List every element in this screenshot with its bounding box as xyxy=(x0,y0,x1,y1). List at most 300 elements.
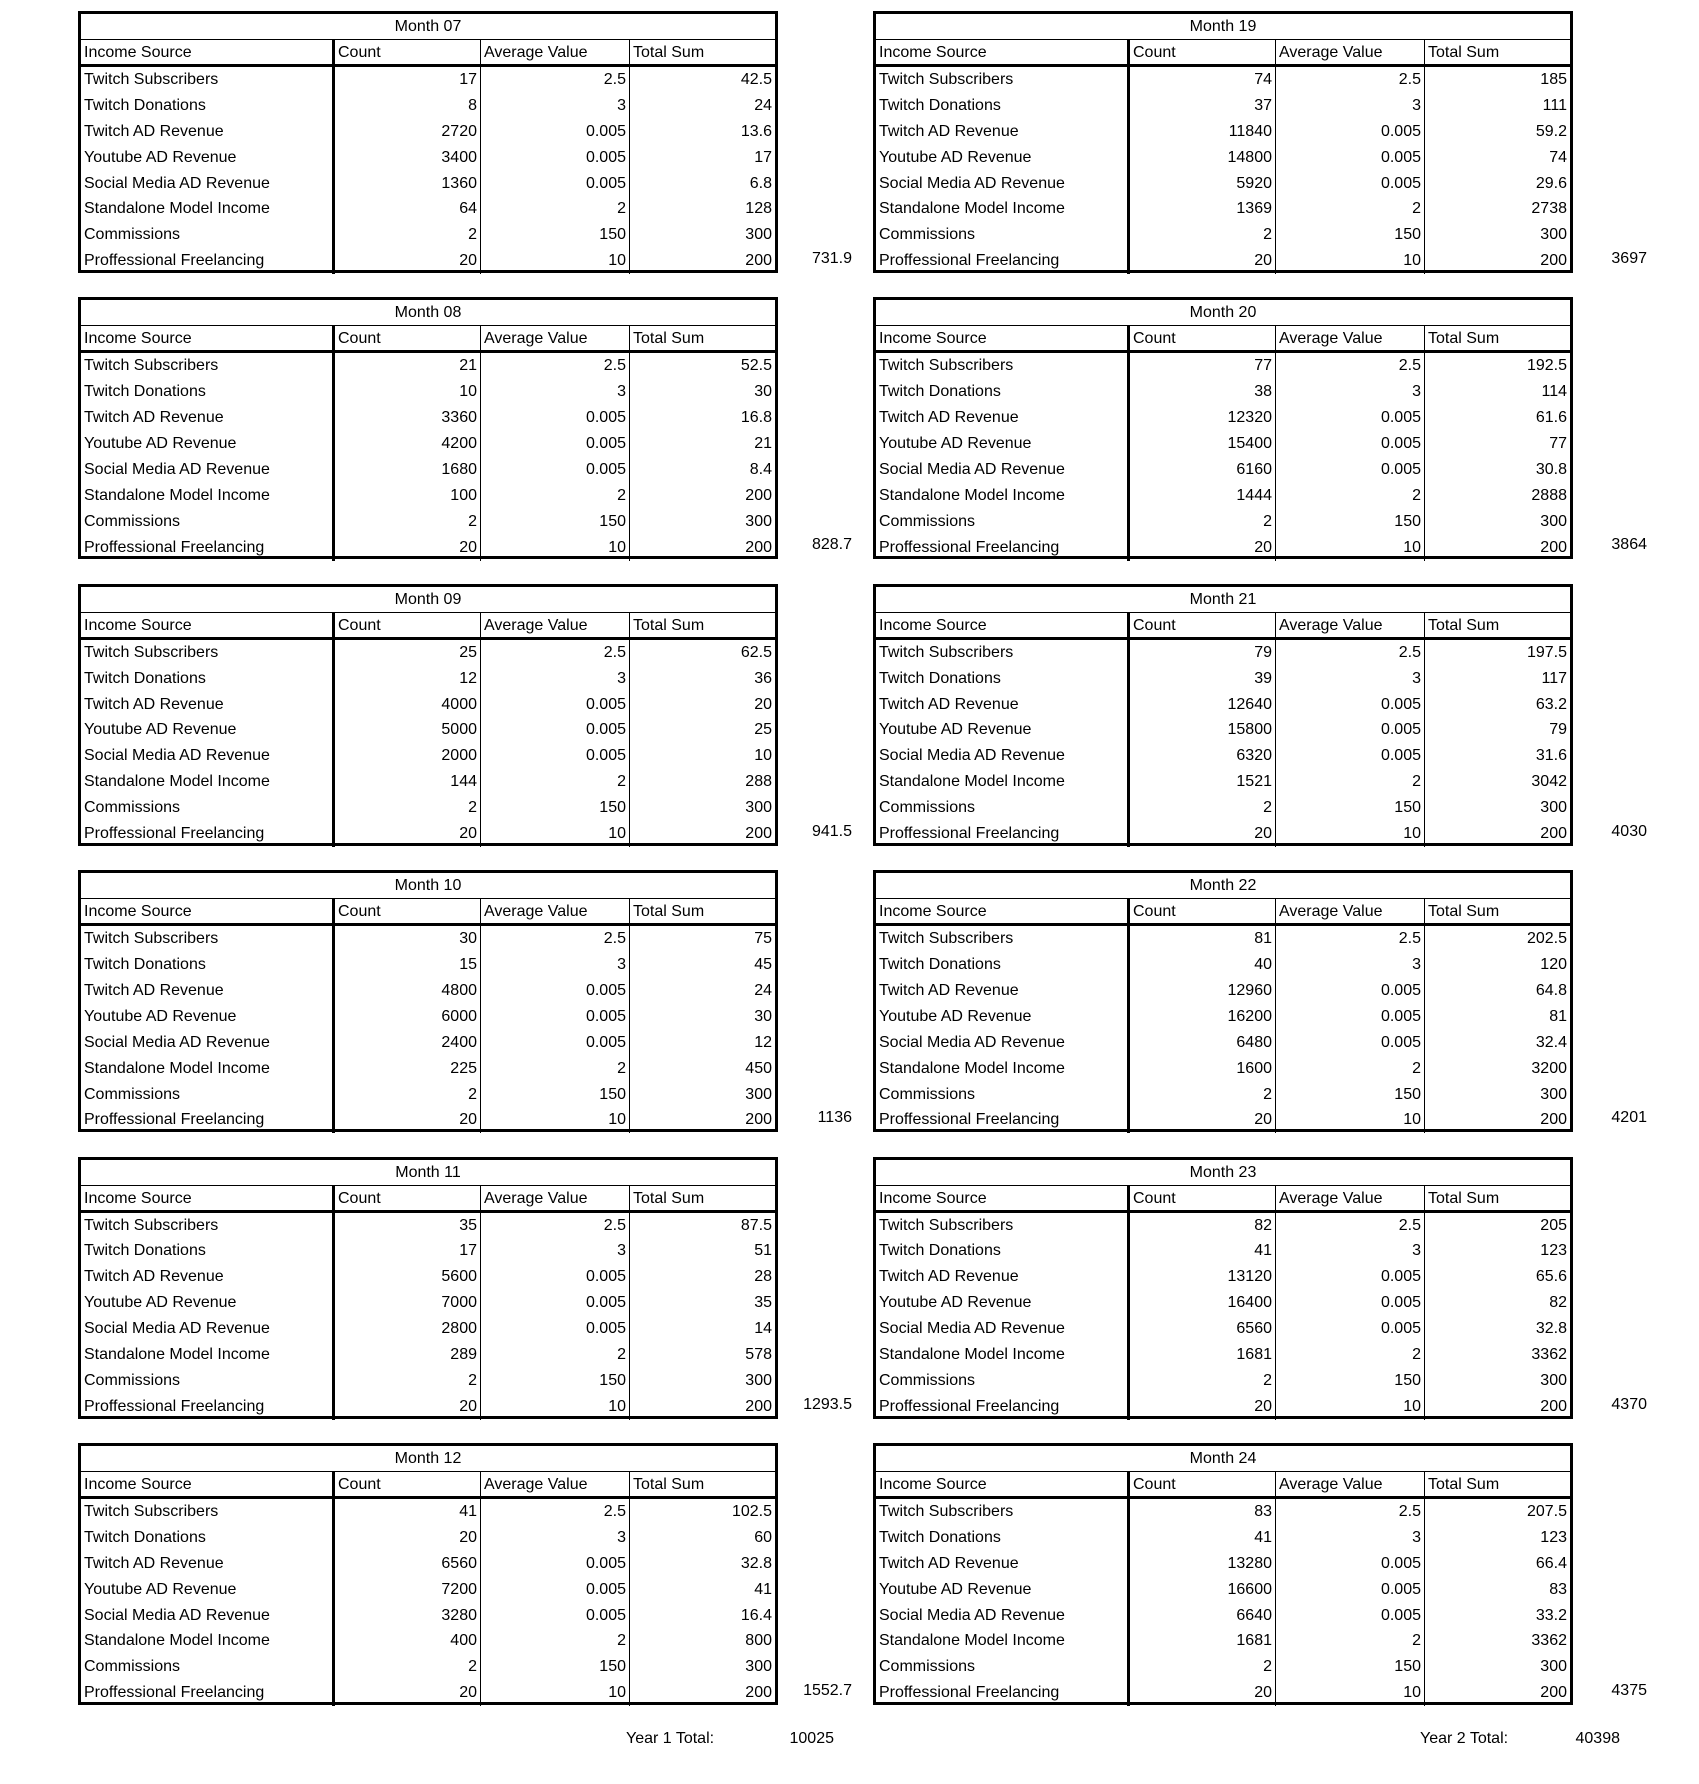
table-row xyxy=(876,978,1570,1004)
month-title: Month 10 xyxy=(81,873,775,899)
total-sum-cell: 200 xyxy=(629,1107,775,1133)
count-cell: 15800 xyxy=(1127,717,1275,743)
income-source-cell: Twitch Subscribers xyxy=(879,1503,1014,1520)
total-sum-cell: 83 xyxy=(1424,1577,1570,1603)
total-sum-cell: 185 xyxy=(1424,67,1570,93)
month-block-8 xyxy=(873,297,1647,559)
header-total-sum: Total Sum xyxy=(629,40,775,64)
count-cell: 1360 xyxy=(332,171,480,197)
income-source-cell: Twitch Donations xyxy=(879,1242,1001,1260)
average-value-cell: 0.005 xyxy=(480,717,629,743)
count-cell: 14800 xyxy=(1127,145,1275,171)
total-sum-cell: 30 xyxy=(629,1004,775,1030)
income-source-cell: Twitch AD Revenue xyxy=(84,409,224,427)
count-cell: 20 xyxy=(332,535,480,561)
average-value-cell: 2.5 xyxy=(1275,640,1424,666)
count-cell: 4800 xyxy=(332,978,480,1004)
header-count: Count xyxy=(1127,40,1275,64)
income-source-cell: Proffessional Freelancing xyxy=(879,1684,1060,1702)
count-cell: 17 xyxy=(332,1238,480,1264)
table-body xyxy=(876,67,1570,274)
table-row xyxy=(81,795,775,821)
month-table xyxy=(78,11,778,273)
header-income-source: Income Source xyxy=(879,616,987,634)
total-sum-cell: 202.5 xyxy=(1424,926,1570,952)
table-row xyxy=(81,978,775,1004)
count-cell: 11840 xyxy=(1127,119,1275,145)
average-value-cell: 150 xyxy=(480,509,629,535)
income-source-cell: Proffessional Freelancing xyxy=(84,1684,265,1702)
average-value-cell: 2.5 xyxy=(1275,1499,1424,1525)
average-value-cell: 2 xyxy=(480,1628,629,1654)
count-cell: 41 xyxy=(332,1499,480,1525)
count-cell: 2000 xyxy=(332,743,480,769)
total-sum-cell: 300 xyxy=(1424,795,1570,821)
table-row xyxy=(81,1368,775,1394)
header-total-sum: Total Sum xyxy=(1424,899,1570,923)
total-sum-cell: 200 xyxy=(629,483,775,509)
income-source-cell: Standalone Model Income xyxy=(879,773,1065,791)
count-cell: 39 xyxy=(1127,666,1275,692)
table-body xyxy=(876,640,1570,847)
income-source-cell: Social Media AD Revenue xyxy=(879,174,1065,192)
average-value-cell: 0.005 xyxy=(1275,1264,1424,1290)
count-cell: 2 xyxy=(332,509,480,535)
income-source-cell: Commissions xyxy=(879,1085,976,1103)
income-source-cell: Standalone Model Income xyxy=(84,486,270,504)
income-source-cell: Youtube AD Revenue xyxy=(879,1580,1032,1598)
table-body xyxy=(876,353,1570,560)
total-sum-cell: 8.4 xyxy=(629,457,775,483)
total-sum-cell: 200 xyxy=(1424,1394,1570,1420)
table-row xyxy=(81,1213,775,1239)
header-income-source: Income Source xyxy=(84,1476,192,1493)
income-source-cell: Commissions xyxy=(84,1371,181,1389)
count-cell: 7000 xyxy=(332,1290,480,1316)
average-value-cell: 0.005 xyxy=(1275,119,1424,145)
table-body xyxy=(81,1499,775,1706)
total-sum-cell: 87.5 xyxy=(629,1213,775,1239)
table-row xyxy=(876,483,1570,509)
average-value-cell: 2 xyxy=(1275,1342,1424,1368)
income-source-cell: Twitch Subscribers xyxy=(84,71,219,88)
income-source-cell: Social Media AD Revenue xyxy=(879,460,1065,478)
income-source-cell: Commissions xyxy=(84,1658,181,1676)
total-sum-cell: 32.8 xyxy=(1424,1316,1570,1342)
header-total-sum: Total Sum xyxy=(1424,1472,1570,1496)
income-source-cell: Social Media AD Revenue xyxy=(879,1606,1065,1624)
count-cell: 77 xyxy=(1127,353,1275,379)
month-total: 3697 xyxy=(1611,250,1647,267)
header-average-value: Average Value xyxy=(480,40,629,64)
table-row xyxy=(81,926,775,952)
total-sum-cell: 28 xyxy=(629,1264,775,1290)
average-value-cell: 10 xyxy=(480,821,629,847)
year2-total-label: Year 2 Total: xyxy=(1420,1730,1509,1747)
total-sum-cell: 14 xyxy=(629,1316,775,1342)
average-value-cell: 0.005 xyxy=(480,692,629,718)
month-total: 4030 xyxy=(1611,822,1647,840)
table-row xyxy=(81,145,775,171)
count-cell: 3280 xyxy=(332,1603,480,1629)
table-row xyxy=(81,535,775,561)
header-count: Count xyxy=(1127,613,1275,637)
total-sum-cell: 16.8 xyxy=(629,405,775,431)
header-count: Count xyxy=(1127,899,1275,923)
count-cell: 13280 xyxy=(1127,1551,1275,1577)
header-income-source: Income Source xyxy=(84,616,192,634)
total-sum-cell: 74 xyxy=(1424,145,1570,171)
average-value-cell: 2.5 xyxy=(1275,67,1424,93)
table-row xyxy=(876,1004,1570,1030)
income-source-cell: Proffessional Freelancing xyxy=(84,1111,265,1129)
count-cell: 6000 xyxy=(332,1004,480,1030)
table-row xyxy=(81,769,775,795)
header-average-value: Average Value xyxy=(480,899,629,923)
total-sum-cell: 66.4 xyxy=(1424,1551,1570,1577)
total-sum-cell: 81 xyxy=(1424,1004,1570,1030)
table-row xyxy=(876,795,1570,821)
header-total-sum: Total Sum xyxy=(629,899,775,923)
count-cell: 5600 xyxy=(332,1264,480,1290)
header-row xyxy=(81,613,775,640)
income-source-cell: Youtube AD Revenue xyxy=(84,1294,237,1312)
income-source-cell: Twitch Subscribers xyxy=(84,930,219,948)
month-title: Month 22 xyxy=(876,873,1570,899)
total-sum-cell: 288 xyxy=(629,769,775,795)
table-row xyxy=(81,1577,775,1603)
average-value-cell: 150 xyxy=(480,795,629,821)
count-cell: 16400 xyxy=(1127,1290,1275,1316)
income-source-cell: Standalone Model Income xyxy=(879,200,1065,218)
header-income-source: Income Source xyxy=(84,330,192,348)
income-source-cell: Youtube AD Revenue xyxy=(84,148,237,166)
count-cell: 2 xyxy=(1127,509,1275,535)
table-row xyxy=(81,1394,775,1420)
table-row xyxy=(81,379,775,405)
table-row xyxy=(876,926,1570,952)
count-cell: 2720 xyxy=(332,119,480,145)
table-row xyxy=(81,1056,775,1082)
table-row xyxy=(876,1056,1570,1082)
income-source-cell: Twitch Subscribers xyxy=(879,357,1014,375)
average-value-cell: 0.005 xyxy=(1275,457,1424,483)
table-row xyxy=(81,821,775,847)
average-value-cell: 10 xyxy=(1275,248,1424,274)
count-cell: 2 xyxy=(1127,222,1275,248)
income-source-cell: Commissions xyxy=(879,1371,976,1389)
count-cell: 38 xyxy=(1127,379,1275,405)
income-source-cell: Twitch Donations xyxy=(84,956,206,974)
table-row xyxy=(81,1290,775,1316)
header-row xyxy=(876,40,1570,67)
total-sum-cell: 200 xyxy=(1424,1107,1570,1133)
month-table xyxy=(873,297,1573,559)
income-source-cell: Commissions xyxy=(879,1658,976,1676)
average-value-cell: 150 xyxy=(1275,509,1424,535)
total-sum-cell: 51 xyxy=(629,1238,775,1264)
count-cell: 15 xyxy=(332,952,480,978)
table-row xyxy=(81,743,775,769)
average-value-cell: 3 xyxy=(1275,952,1424,978)
average-value-cell: 0.005 xyxy=(1275,692,1424,718)
table-row xyxy=(81,1654,775,1680)
average-value-cell: 0.005 xyxy=(1275,717,1424,743)
header-average-value: Average Value xyxy=(480,1186,629,1210)
total-sum-cell: 200 xyxy=(629,1394,775,1420)
count-cell: 6480 xyxy=(1127,1030,1275,1056)
average-value-cell: 2 xyxy=(480,483,629,509)
table-row xyxy=(876,1525,1570,1551)
table-row xyxy=(81,93,775,119)
month-table xyxy=(78,297,778,559)
total-sum-cell: 300 xyxy=(1424,1368,1570,1394)
total-sum-cell: 32.4 xyxy=(1424,1030,1570,1056)
average-value-cell: 3 xyxy=(480,93,629,119)
month-block-11 xyxy=(873,1157,1647,1419)
header-income-source: Income Source xyxy=(879,1189,987,1207)
average-value-cell: 3 xyxy=(1275,666,1424,692)
table-row xyxy=(876,93,1570,119)
total-sum-cell: 192.5 xyxy=(1424,353,1570,379)
header-row xyxy=(876,1186,1570,1213)
income-source-cell: Twitch Donations xyxy=(879,956,1001,974)
total-sum-cell: 82 xyxy=(1424,1290,1570,1316)
count-cell: 21 xyxy=(332,353,480,379)
table-row xyxy=(81,640,775,666)
average-value-cell: 0.005 xyxy=(480,1551,629,1577)
average-value-cell: 150 xyxy=(480,1082,629,1108)
total-sum-cell: 102.5 xyxy=(629,1499,775,1525)
table-row xyxy=(876,1551,1570,1577)
average-value-cell: 3 xyxy=(1275,379,1424,405)
total-sum-cell: 205 xyxy=(1424,1213,1570,1239)
table-row xyxy=(876,1654,1570,1680)
count-cell: 35 xyxy=(332,1213,480,1239)
average-value-cell: 0.005 xyxy=(480,145,629,171)
income-source-cell: Social Media AD Revenue xyxy=(84,1606,270,1624)
total-sum-cell: 6.8 xyxy=(629,171,775,197)
total-sum-cell: 20 xyxy=(629,692,775,718)
table-row xyxy=(81,457,775,483)
table-row xyxy=(81,1603,775,1629)
total-sum-cell: 300 xyxy=(629,1368,775,1394)
month-table xyxy=(78,584,778,846)
income-source-cell: Twitch AD Revenue xyxy=(879,981,1019,999)
count-cell: 2 xyxy=(1127,1368,1275,1394)
total-sum-cell: 300 xyxy=(1424,1654,1570,1680)
total-sum-cell: 300 xyxy=(629,1082,775,1108)
table-row xyxy=(876,1316,1570,1342)
average-value-cell: 10 xyxy=(480,248,629,274)
total-sum-cell: 77 xyxy=(1424,431,1570,457)
header-average-value: Average Value xyxy=(480,326,629,350)
month-title: Month 12 xyxy=(81,1446,775,1472)
income-source-cell: Social Media AD Revenue xyxy=(84,1033,270,1051)
table-row xyxy=(876,1499,1570,1525)
month-total: 4201 xyxy=(1611,1109,1647,1127)
table-row xyxy=(81,1082,775,1108)
income-source-cell: Standalone Model Income xyxy=(84,200,270,218)
total-sum-cell: 300 xyxy=(629,509,775,535)
count-cell: 20 xyxy=(332,1525,480,1551)
total-sum-cell: 207.5 xyxy=(1424,1499,1570,1525)
income-source-cell: Twitch Subscribers xyxy=(879,1216,1014,1234)
average-value-cell: 0.005 xyxy=(1275,978,1424,1004)
header-income-source: Income Source xyxy=(879,44,987,61)
table-row xyxy=(876,717,1570,743)
table-row xyxy=(81,119,775,145)
average-value-cell: 2 xyxy=(480,1342,629,1368)
count-cell: 40 xyxy=(1127,952,1275,978)
table-row xyxy=(81,1680,775,1706)
income-source-cell: Standalone Model Income xyxy=(879,1059,1065,1077)
average-value-cell: 2 xyxy=(1275,483,1424,509)
month-table xyxy=(78,1443,778,1705)
total-sum-cell: 200 xyxy=(1424,248,1570,274)
average-value-cell: 3 xyxy=(480,666,629,692)
income-source-cell: Youtube AD Revenue xyxy=(879,435,1032,453)
month-block-9 xyxy=(873,584,1647,846)
header-average-value: Average Value xyxy=(1275,40,1424,64)
table-row xyxy=(876,379,1570,405)
header-total-sum: Total Sum xyxy=(1424,40,1570,64)
average-value-cell: 2.5 xyxy=(1275,926,1424,952)
average-value-cell: 3 xyxy=(1275,1238,1424,1264)
count-cell: 7200 xyxy=(332,1577,480,1603)
month-total: 3864 xyxy=(1611,536,1647,554)
table-row xyxy=(876,640,1570,666)
count-cell: 2 xyxy=(332,222,480,248)
average-value-cell: 150 xyxy=(1275,1082,1424,1108)
total-sum-cell: 3042 xyxy=(1424,769,1570,795)
total-sum-cell: 33.2 xyxy=(1424,1603,1570,1629)
table-row xyxy=(876,1082,1570,1108)
table-row xyxy=(81,1107,775,1133)
table-row xyxy=(876,666,1570,692)
average-value-cell: 0.005 xyxy=(480,1264,629,1290)
average-value-cell: 0.005 xyxy=(480,1603,629,1629)
table-row xyxy=(81,1264,775,1290)
average-value-cell: 0.005 xyxy=(480,171,629,197)
count-cell: 2400 xyxy=(332,1030,480,1056)
header-row xyxy=(81,1472,775,1499)
count-cell: 41 xyxy=(1127,1525,1275,1551)
average-value-cell: 0.005 xyxy=(480,1030,629,1056)
average-value-cell: 0.005 xyxy=(1275,171,1424,197)
count-cell: 2800 xyxy=(332,1316,480,1342)
income-source-cell: Commissions xyxy=(879,226,976,244)
income-source-cell: Twitch AD Revenue xyxy=(879,122,1019,140)
month-title: Month 19 xyxy=(876,14,1570,40)
count-cell: 289 xyxy=(332,1342,480,1368)
income-source-cell: Twitch AD Revenue xyxy=(84,981,224,999)
total-sum-cell: 65.6 xyxy=(1424,1264,1570,1290)
average-value-cell: 2 xyxy=(1275,1628,1424,1654)
header-average-value: Average Value xyxy=(1275,899,1424,923)
month-title: Month 23 xyxy=(876,1160,1570,1186)
table-row xyxy=(81,222,775,248)
month-block-4 xyxy=(78,870,852,1132)
total-sum-cell: 200 xyxy=(1424,1680,1570,1706)
count-cell: 2 xyxy=(1127,1082,1275,1108)
total-sum-cell: 63.2 xyxy=(1424,692,1570,718)
count-cell: 12320 xyxy=(1127,405,1275,431)
average-value-cell: 0.005 xyxy=(480,1004,629,1030)
count-cell: 400 xyxy=(332,1628,480,1654)
income-source-cell: Proffessional Freelancing xyxy=(879,1111,1060,1129)
header-average-value: Average Value xyxy=(1275,1472,1424,1496)
average-value-cell: 2 xyxy=(480,769,629,795)
average-value-cell: 3 xyxy=(480,952,629,978)
average-value-cell: 0.005 xyxy=(1275,1290,1424,1316)
count-cell: 5000 xyxy=(332,717,480,743)
total-sum-cell: 17 xyxy=(629,145,775,171)
table-row xyxy=(876,1394,1570,1420)
month-block-10 xyxy=(873,870,1647,1132)
total-sum-cell: 24 xyxy=(629,978,775,1004)
income-source-cell: Social Media AD Revenue xyxy=(84,174,270,192)
income-source-cell: Youtube AD Revenue xyxy=(84,721,237,739)
average-value-cell: 2.5 xyxy=(1275,1213,1424,1239)
header-row xyxy=(876,899,1570,926)
average-value-cell: 2 xyxy=(480,196,629,222)
month-total: 941.5 xyxy=(811,822,852,840)
total-sum-cell: 61.6 xyxy=(1424,405,1570,431)
count-cell: 20 xyxy=(1127,1107,1275,1133)
count-cell: 20 xyxy=(1127,1394,1275,1420)
income-source-cell: Standalone Model Income xyxy=(84,1059,270,1077)
total-sum-cell: 200 xyxy=(629,821,775,847)
total-sum-cell: 197.5 xyxy=(1424,640,1570,666)
count-cell: 6560 xyxy=(1127,1316,1275,1342)
count-cell: 6640 xyxy=(1127,1603,1275,1629)
table-row xyxy=(81,666,775,692)
average-value-cell: 2.5 xyxy=(480,353,629,379)
table-row xyxy=(81,1628,775,1654)
header-row xyxy=(876,613,1570,640)
total-sum-cell: 200 xyxy=(629,535,775,561)
table-body xyxy=(81,926,775,1133)
total-sum-cell: 300 xyxy=(629,795,775,821)
average-value-cell: 150 xyxy=(1275,222,1424,248)
count-cell: 20 xyxy=(332,1394,480,1420)
month-block-1 xyxy=(78,11,852,273)
total-sum-cell: 21 xyxy=(629,431,775,457)
header-average-value: Average Value xyxy=(1275,1186,1424,1210)
total-sum-cell: 31.6 xyxy=(1424,743,1570,769)
income-source-cell: Youtube AD Revenue xyxy=(879,721,1032,739)
income-source-cell: Twitch AD Revenue xyxy=(879,1554,1019,1572)
income-source-cell: Social Media AD Revenue xyxy=(84,1320,270,1338)
month-total: 1136 xyxy=(817,1109,852,1127)
year1-total-label: Year 1 Total: xyxy=(626,1730,715,1747)
count-cell: 20 xyxy=(1127,1680,1275,1706)
total-sum-cell: 300 xyxy=(1424,1082,1570,1108)
month-title: Month 08 xyxy=(81,300,775,326)
income-source-cell: Twitch Donations xyxy=(84,96,206,114)
table-row xyxy=(81,1316,775,1342)
average-value-cell: 2 xyxy=(1275,196,1424,222)
income-source-cell: Youtube AD Revenue xyxy=(84,1580,237,1598)
average-value-cell: 10 xyxy=(480,535,629,561)
table-row xyxy=(81,1238,775,1264)
total-sum-cell: 123 xyxy=(1424,1238,1570,1264)
table-body xyxy=(876,926,1570,1133)
total-sum-cell: 13.6 xyxy=(629,119,775,145)
total-sum-cell: 450 xyxy=(629,1056,775,1082)
total-sum-cell: 120 xyxy=(1424,952,1570,978)
